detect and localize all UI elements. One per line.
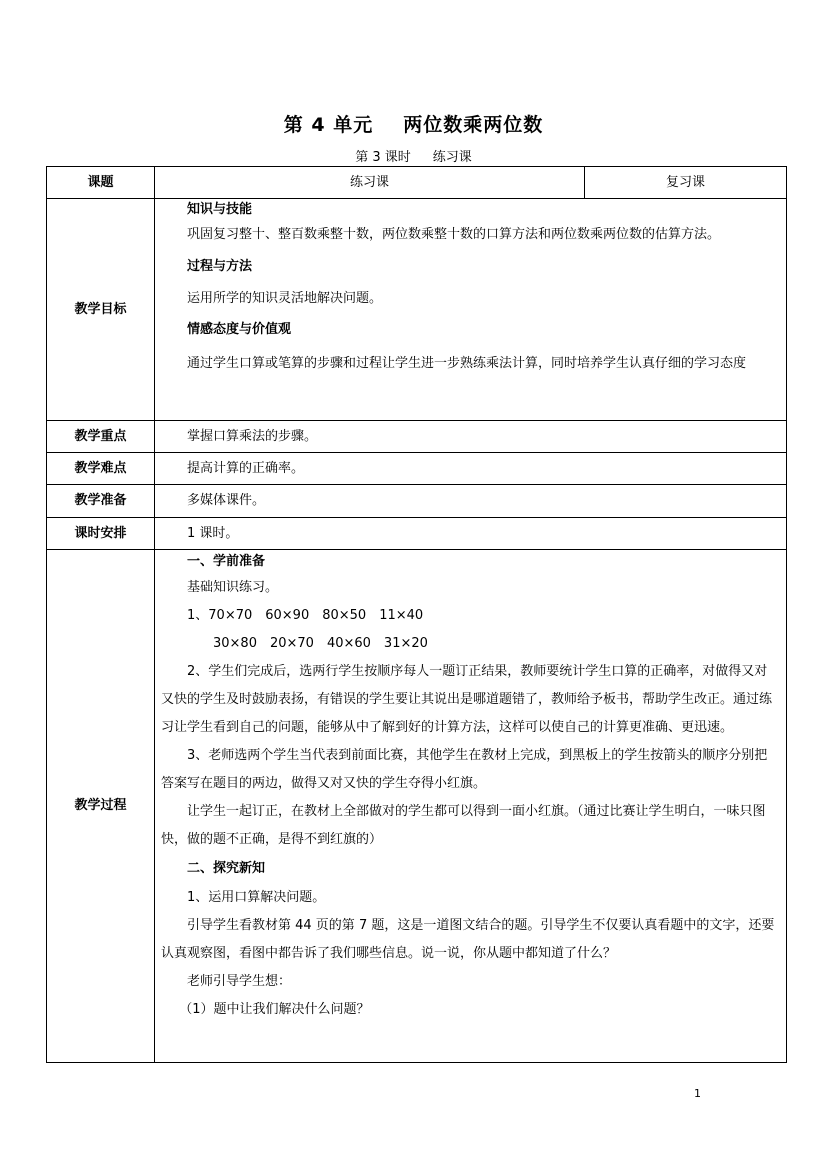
row-prep [47, 485, 787, 518]
process-s1-paragraph-3: 3、老师选两个学生当代表到前面比赛，其他学生在教材上完成，到黑板上的学生按箭头的顺序分别把答案写在题目的两边，做得又对又快的学生夺得小红旗。 [161, 748, 768, 791]
lesson-number: 第 3 课时 [355, 150, 411, 165]
key-label: 教学重点 [47, 421, 155, 453]
process-s1-paragraph-2: 2、学生们完成后，选两行学生按顺序每人一题订正结果，教师要统计学生口算的正确率，对做得又对又快的学生及时鼓励表扬，有错误的学生要让其说出是哪道题错了，教师给予板书，帮助学生改正。通过练习让学生看到自己的问题，能够从中了解到好的计算方法，这样可以使自己的计算更准确、更迅速。 [161, 664, 773, 735]
key-value [155, 421, 787, 453]
key-text: 掌握口算乘法的步骤。 [187, 428, 318, 444]
prep-text: 多媒体课件。 [187, 493, 266, 508]
difficulty-text: 提高计算的正确率。 [187, 460, 305, 476]
goals-content [155, 199, 787, 421]
row-topic [47, 167, 787, 199]
row-key [47, 421, 787, 453]
process-s2-paragraph-3: 老师引导学生想： [187, 974, 292, 989]
unit-label: 第 4 单元 [283, 114, 374, 136]
process-s2-paragraph-1: 1、运用口算解决问题。 [187, 890, 326, 905]
process-section-1-title: 一、学前准备 [187, 554, 266, 569]
lesson-name: 练习课 [432, 150, 472, 165]
row-goals [47, 199, 787, 421]
process-s1-paragraph-4: 让学生一起订正，在教材上全部做对的学生都可以得到一面小红旗。（通过比赛让学生明白，一味只图快，做的题不正确，是得不到红旗的） [161, 804, 766, 847]
goals-heading-1: 知识与技能 [187, 202, 253, 217]
lesson-plan-table [46, 166, 787, 1063]
process-s2-paragraph-4: （1）题中让我们解决什么问题？ [179, 1002, 370, 1017]
topic-type: 复习课 [585, 167, 787, 199]
unit-name: 两位数乘两位数 [403, 114, 544, 136]
process-s1-intro: 基础知识练习。 [187, 580, 279, 595]
process-s1-line-1: 1、70×70 60×90 80×50 11×40 [187, 608, 424, 623]
process-s2-paragraph-2: 引导学生看教材第 44 页的第 7 题，这是一道图文结合的题。引导学生不仅要认真看题中的文字，还要认真观察图，看图中都告诉了我们哪些信息。说一说，你从题中都知道了什么？ [161, 918, 775, 961]
prep-value [155, 485, 787, 518]
schedule-label: 课时安排 [47, 518, 155, 550]
schedule-text: 1 课时。 [187, 525, 239, 541]
row-difficulty [47, 453, 787, 485]
difficulty-label: 教学难点 [47, 453, 155, 485]
page-number: 1 [694, 1087, 701, 1100]
process-label: 教学过程 [47, 550, 155, 1063]
goals-heading-2: 过程与方法 [187, 259, 253, 274]
row-schedule [47, 518, 787, 550]
difficulty-value [155, 453, 787, 485]
goals-label: 教学目标 [47, 199, 155, 421]
process-content [155, 550, 787, 1063]
lesson-subtitle [0, 146, 827, 165]
topic-label: 课题 [47, 167, 155, 199]
topic-value: 练习课 [155, 167, 585, 199]
process-section-2-title: 二、探究新知 [187, 861, 266, 876]
goals-heading-3: 情感态度与价值观 [187, 322, 292, 337]
process-s1-line-2: 30×80 20×70 40×60 31×20 [213, 636, 428, 651]
prep-label: 教学准备 [47, 485, 155, 518]
schedule-value [155, 518, 787, 550]
goals-text-2: 运用所学的知识灵活地解决问题。 [187, 291, 383, 306]
row-process [47, 550, 787, 1063]
goals-text-1: 巩固复习整十、整百数乘整十数，两位数乘整十数的口算方法和两位数乘两位数的估算方法。 [187, 227, 721, 242]
goals-text-3: 通过学生口算或笔算的步骤和过程让学生进一步熟练乘法计算，同时培养学生认真仔细的学习态度 [187, 356, 747, 371]
page-title [0, 110, 827, 137]
